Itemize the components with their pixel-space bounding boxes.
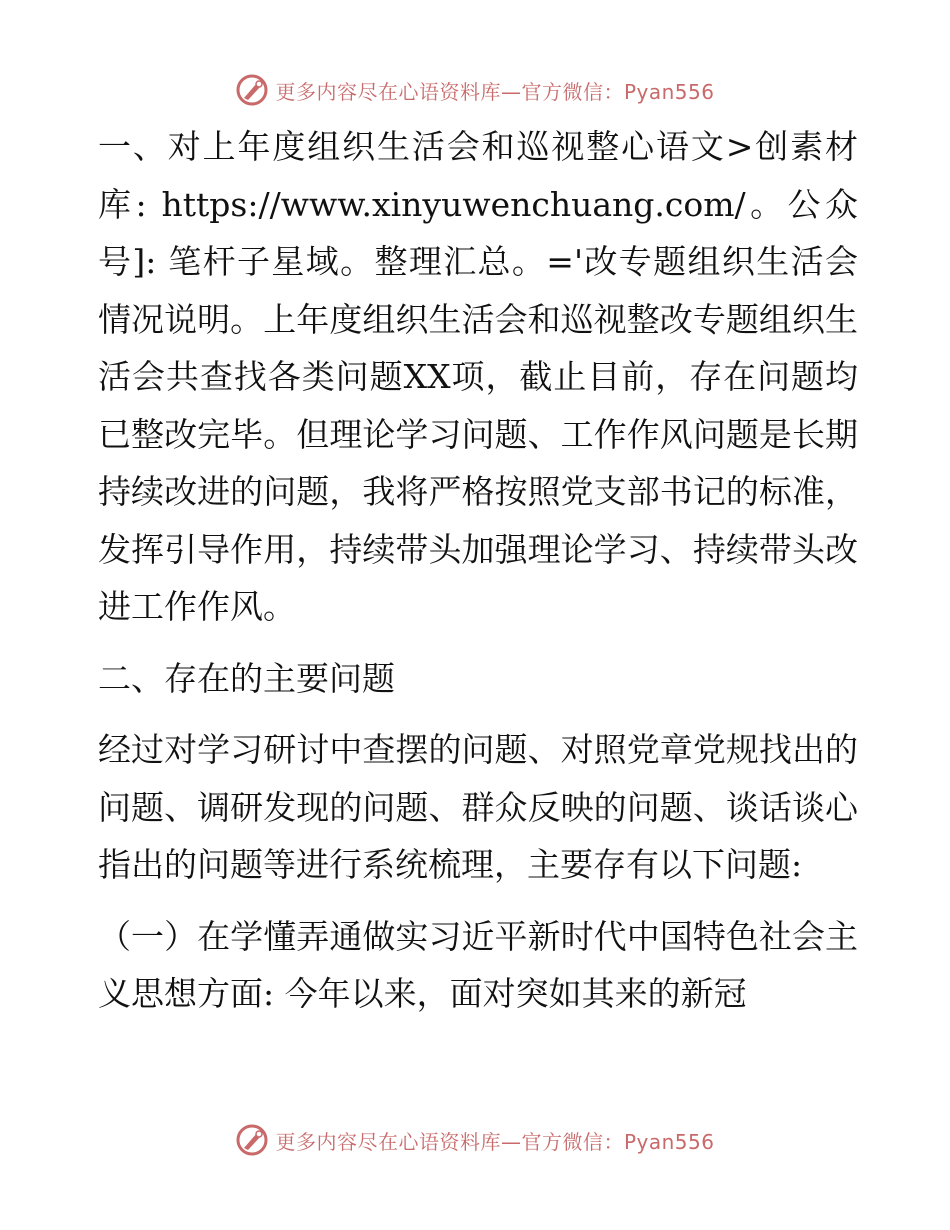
paragraph-3: 经过对学习研讨中查摆的问题、对照党章党规找出的问题、调研发现的问题、群众反映的问题、谈话谈心指出的问题等进行系统梳理，主要存有以下问题:	[98, 730, 858, 884]
paragraph-4: （一）在学懂弄通做实习近平新时代中国特色社会主义思想方面: 今年以来，面对突如其来的新冠	[98, 916, 858, 1013]
paragraph-1: 一、对上年度组织生活会和巡视整心语文>创素材库: https://www.xinyuwenchuang.com/。公众号]: 笔杆子星域。整理汇总。='改专题组织生活会情况说明。上年度组织生活会和巡视整改专题组织生活会共查找各类问题XX项，截止目前，存在问题均已整改完毕。但理论学习问题、工作作风问题是长期持续改进的问题，我将严格按照党支部书记的标准，发挥引导作用，持续带头加强理论学习、持续带头改进工作作风。	[98, 127, 858, 626]
pen-logo-icon	[235, 73, 269, 107]
header-banner	[0, 70, 950, 110]
pen-logo-icon	[235, 1123, 269, 1157]
footer-banner	[0, 1120, 950, 1160]
header-banner-text: 更多内容尽在心语资料库—官方微信：Pyan556	[275, 79, 715, 104]
section-heading-2: 二、存在的主要问题	[98, 658, 395, 698]
document-body	[98, 118, 858, 1023]
footer-banner-text: 更多内容尽在心语资料库—官方微信：Pyan556	[275, 1129, 715, 1154]
